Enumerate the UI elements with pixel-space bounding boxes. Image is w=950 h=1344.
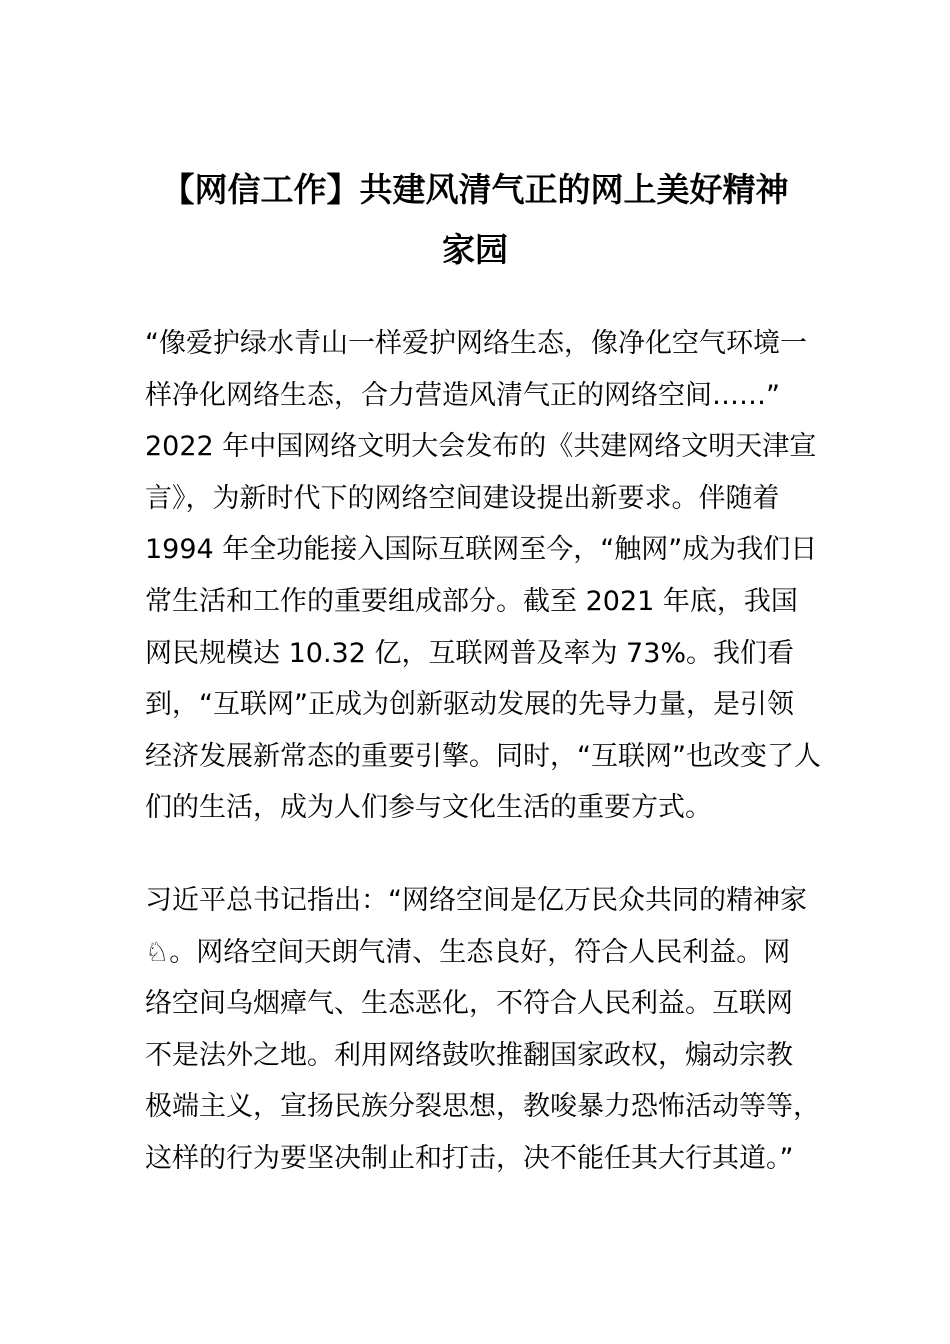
text-line: 样净化网络生态，合力营造风清气正的网络空间……” <box>145 379 780 411</box>
text-line: 经济发展新常态的重要引擎。同时，“互联网”也改变了人 <box>145 740 821 772</box>
document-title <box>120 160 830 280</box>
text-line: “像爱护绿水青山一样爱护网络生态，像净化空气环境一 <box>145 328 807 359</box>
text-line: 2022 年中国网络文明大会发布的《共建网络文明天津宣 <box>145 431 817 463</box>
text-line: 络空间乌烟瘴气、生态恶化，不符合人民利益。互联网 <box>145 988 793 1020</box>
text-line: 不是法外之地。利用网络鼓吹推翻国家政权，煽动宗教 <box>145 1039 793 1071</box>
text-line: ♘。网络空间天朗气清、生态良好，符合人民利益。网 <box>145 936 791 968</box>
text-line: 1994 年全功能接入国际互联网至今，“触网”成为我们日 <box>145 534 818 566</box>
body-paragraph <box>145 318 835 834</box>
text-line: 到，“互联网”正成为创新驱动发展的先导力量，是引领 <box>145 689 794 721</box>
text-line: 们的生活，成为人们参与文化生活的重要方式。 <box>145 792 712 824</box>
body-paragraph <box>145 875 835 1185</box>
text-line: 极端主义，宣扬民族分裂思想，教唆暴力恐怖活动等等， <box>145 1091 820 1123</box>
title-line: 【网信工作】共建风清气正的网上美好精神 <box>161 170 789 209</box>
text-line: 习近平总书记指出：“网络空间是亿万民众共同的精神家 <box>145 885 807 916</box>
text-line: 常生活和工作的重要组成部分。截至 2021 年底，我国 <box>145 585 798 617</box>
text-line: 言》，为新时代下的网络空间建设提出新要求。伴随着 <box>145 482 780 514</box>
text-line: 这样的行为要坚决制止和打击，决不能任其大行其道。” <box>145 1142 794 1174</box>
text-line: 网民规模达 10.32 亿，互联网普及率为 73%。我们看 <box>145 637 795 669</box>
title-line: 家园 <box>442 230 508 269</box>
